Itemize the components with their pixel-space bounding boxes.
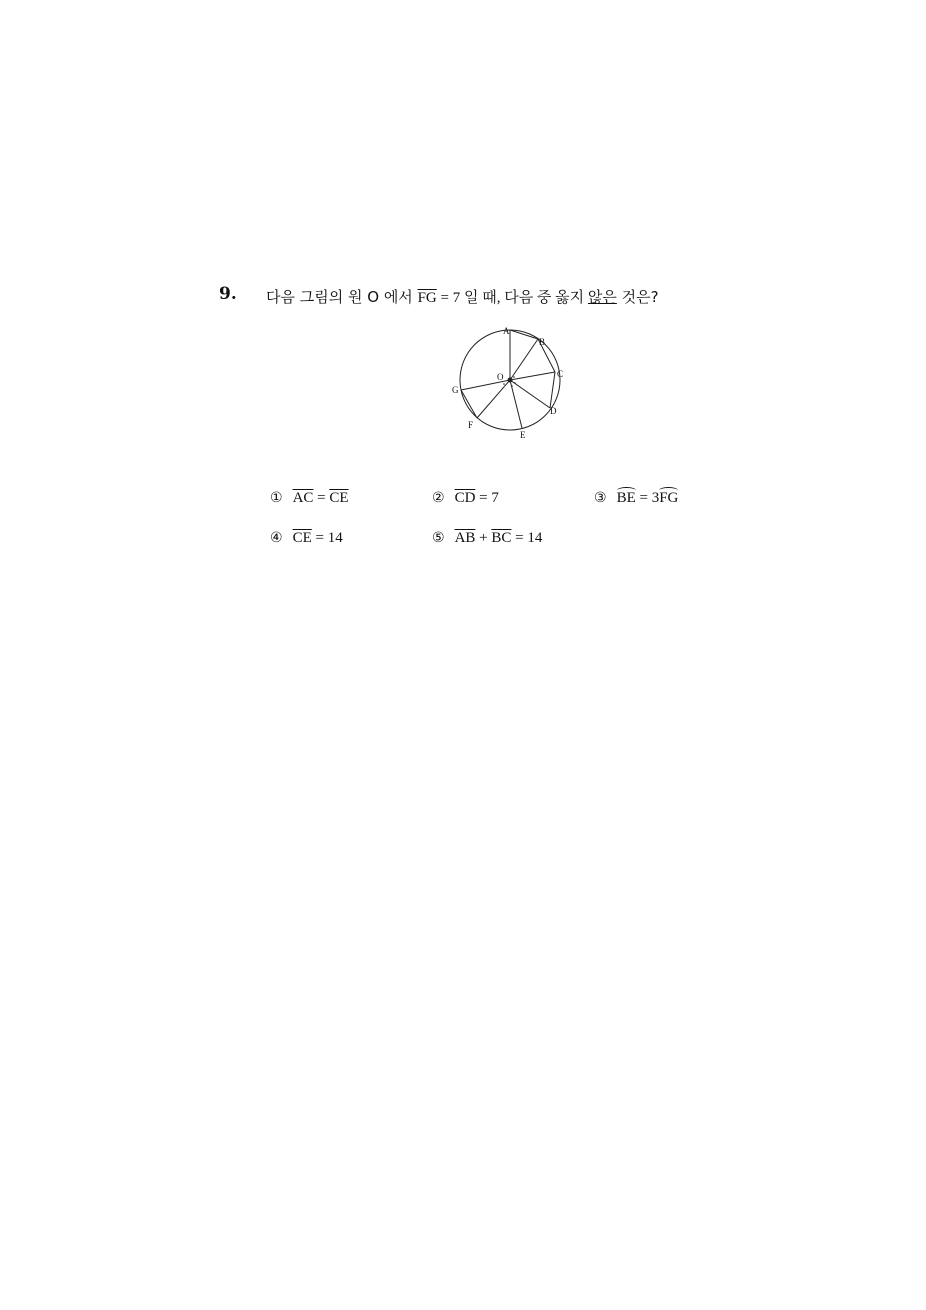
choice-5-lhs: $\overline{AB}$ [454,530,476,546]
choice-2 [432,490,499,507]
choice-3-rhs-arc: FG [659,490,679,506]
choice-4-op: = 14 [311,530,343,546]
underlined-word: 않은 [587,288,617,306]
choice-1-number: ① [270,490,283,506]
question-text-after: 것은? [616,288,659,306]
choice-2-number: ② [432,490,445,506]
choice-3 [594,490,678,507]
choice-4-lhs: $\overline{CE}$ [292,530,312,546]
label-f: F [468,420,474,430]
choice-5-tail: = 14 [511,530,543,546]
circle-figure [446,322,576,446]
question-number: 9. [219,284,237,304]
label-a: A [503,326,510,336]
choice-1-lhs: $\overline{AC}$ [292,490,314,506]
choice-4-number: ④ [270,530,283,546]
choice-3-number: ③ [594,490,607,506]
question-text [266,286,659,307]
label-c: C [557,369,564,379]
choice-2-op: = 7 [475,490,499,506]
choice-5-rhs: $\overline{BC}$ [491,530,512,546]
choice-4 [270,530,343,547]
choice-5-op: + [475,530,492,546]
choice-3-lhs-arc: BE [616,490,636,506]
label-b: B [539,337,546,347]
choice-2-lhs: $\overline{CD}$ [454,490,476,506]
radius-oc [510,372,555,380]
question-text-before: 다음 그림의 원 O 에서 [266,288,418,306]
label-d: D [550,406,557,416]
choice-1-op: = [313,490,330,506]
label-o: O [497,372,504,382]
choice-3-op: = 3 [635,490,660,506]
choice-5-number: ⑤ [432,530,445,546]
center-point [508,378,513,383]
label-e: E [520,430,526,440]
question-text-middle: = 7 일 때, 다음 중 옳지 [436,290,588,306]
segment-fg: $\overline{FG}$ [417,290,437,306]
radius-ob [510,339,538,380]
label-g: G [452,385,459,395]
chord-fg [461,390,477,418]
choice-1-rhs: $\overline{CE}$ [329,490,349,506]
choice-1 [270,490,349,507]
chord-ab [510,330,538,339]
choice-5 [432,530,542,547]
